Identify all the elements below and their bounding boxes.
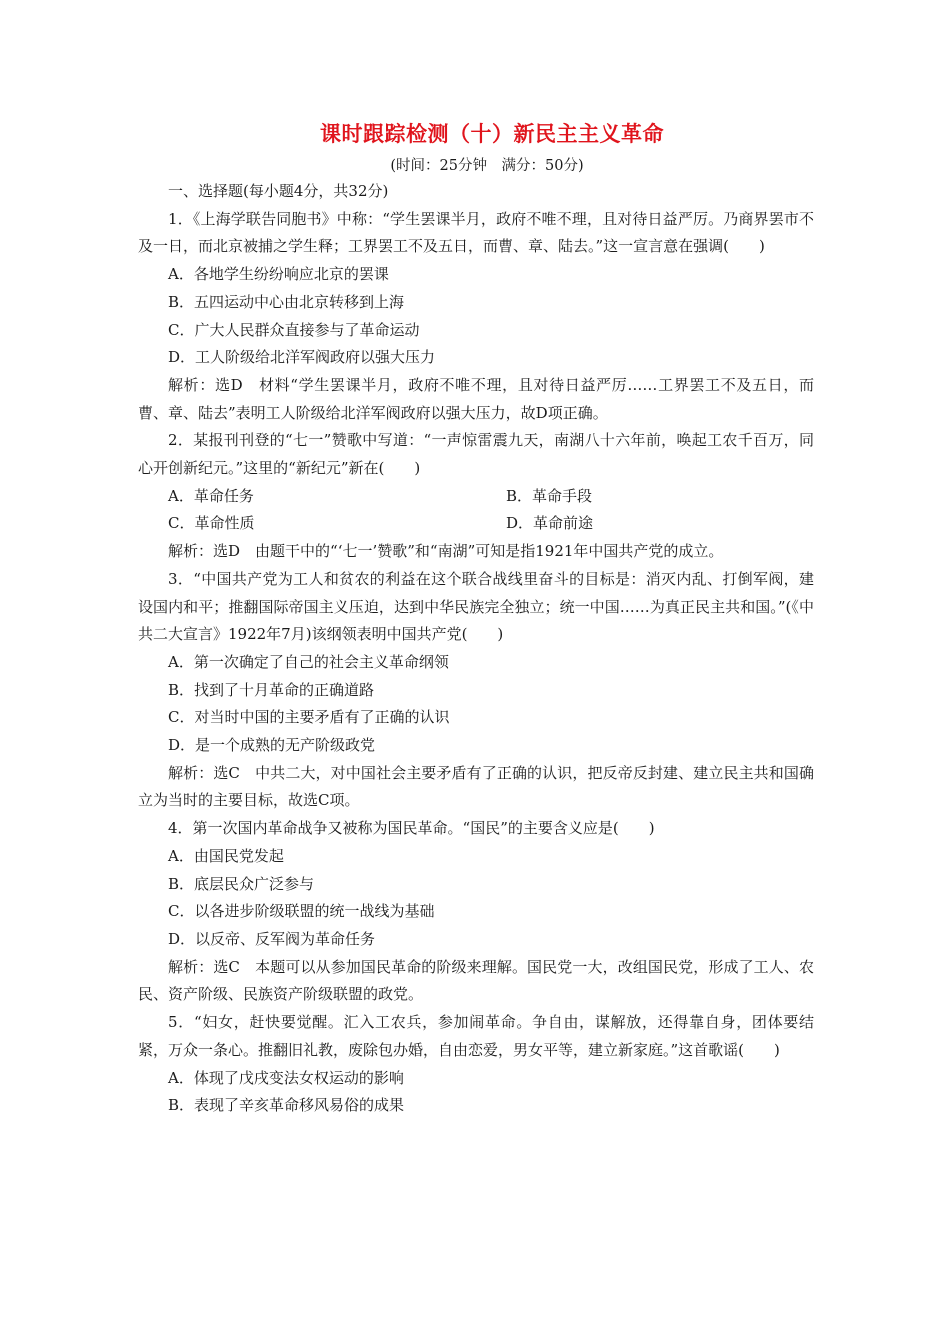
question-5-option-b: B．表现了辛亥革命移风易俗的成果	[168, 1096, 405, 1115]
question-4-option-b: B．底层民众广泛参与	[168, 874, 315, 893]
question-1-option-b: B．五四运动中心由北京转移到上海	[168, 292, 405, 311]
question-4-option-c: C．以各进步阶级联盟的统一战线为基础	[168, 902, 435, 921]
question-2-analysis: 解析：选D 由题干中的“‘七一’赞歌”和“南湖”可知是指1921年中国共产党的成立。	[168, 542, 724, 561]
question-3-analysis: 解析：选C 中共二大，对中国社会主要矛盾有了正确的认识，把反帝反封建、建立民主共和国确立为当时的主要目标，故选C项。	[138, 763, 814, 810]
page-title: 课时跟踪检测（十）新民主主义革命	[320, 121, 664, 146]
page-subtitle: (时间：25分钟 满分：50分)	[390, 158, 584, 174]
question-5-option-a: A．体现了戊戌变法女权运动的影响	[168, 1068, 404, 1087]
question-1-stem: 1．《上海学联告同胞书》中称：“学生罢课半月，政府不唯不理，且对待日益严厉。乃商界罢市不及一日，而北京被捕之学生释；工界罢工不及五日，而曹、章、陆去。”这一宣言意在强调( )	[138, 209, 814, 256]
question-3-stem: 3．“中国共产党为工人和贫农的利益在这个联合战线里奋斗的目标是：消灭内乱、打倒军阀，建设国内和平；推翻国际帝国主义压迫，达到中华民族完全独立；统一中国……为真正民主共和国。”(《中共二大宣言》1922年7月)该纲领表明中国共产党( )	[138, 569, 814, 644]
section-heading: 一、选择题(每小题4分，共32分)	[168, 182, 389, 200]
question-2-options-row-1	[138, 483, 814, 511]
question-1-analysis: 解析：选D 材料“学生罢课半月，政府不唯不理，且对待日益严厉……工界罢工不及五日，而曹、章、陆去”表明工人阶级给北洋军阀政府以强大压力，故D项正确。	[138, 375, 814, 422]
question-5-stem: 5．“妇女，赶快要觉醒。汇入工农兵，参加闹革命。争自由，谋解放，还得靠自身，团体要结紧，万众一条心。推翻旧礼教，废除包办婚，自由恋爱，男女平等，建立新家庭。”这首歌谣( )	[138, 1013, 814, 1059]
question-1-option-c: C．广大人民群众直接参与了革命运动	[168, 320, 420, 339]
question-3-option-d: D．是一个成熟的无产阶级政党	[168, 736, 376, 755]
question-3-option-a: A．第一次确定了自己的社会主义革命纲领	[168, 652, 449, 671]
question-4-analysis: 解析：选C 本题可以从参加国民革命的阶级来理解。国民党一大，改组国民党，形成了工人、农民、资产阶级、民族资产阶级联盟的政党。	[138, 957, 814, 1004]
question-2-option-b: B．革命手段	[506, 486, 593, 505]
question-1-option-d: D．工人阶级给北洋军阀政府以强大压力	[168, 348, 436, 367]
question-3-option-b: B．找到了十月革命的正确道路	[168, 680, 375, 699]
question-2-option-d: D．革命前途	[506, 514, 594, 533]
question-2-options-row-2	[138, 510, 814, 538]
question-4-option-a: A．由国民党发起	[168, 846, 284, 865]
question-2-stem: 2．某报刊刊登的“七一”赞歌中写道：“一声惊雷震九天，南湖八十六年前，唤起工农千百万，同心开创新纪元。”这里的“新纪元”新在( )	[138, 431, 814, 478]
question-4-option-d: D．以反帝、反军阀为革命任务	[168, 929, 376, 948]
question-1-option-a: A．各地学生纷纷响应北京的罢课	[168, 265, 389, 284]
question-3-option-c: C．对当时中国的主要矛盾有了正确的认识	[168, 708, 450, 727]
document-page	[138, 118, 814, 1120]
question-4-stem: 4．第一次国内革命战争又被称为国民革命。“国民”的主要含义应是( )	[168, 819, 655, 838]
question-2-option-a: A．革命任务	[168, 486, 254, 505]
question-2-option-c: C．革命性质	[168, 514, 255, 533]
